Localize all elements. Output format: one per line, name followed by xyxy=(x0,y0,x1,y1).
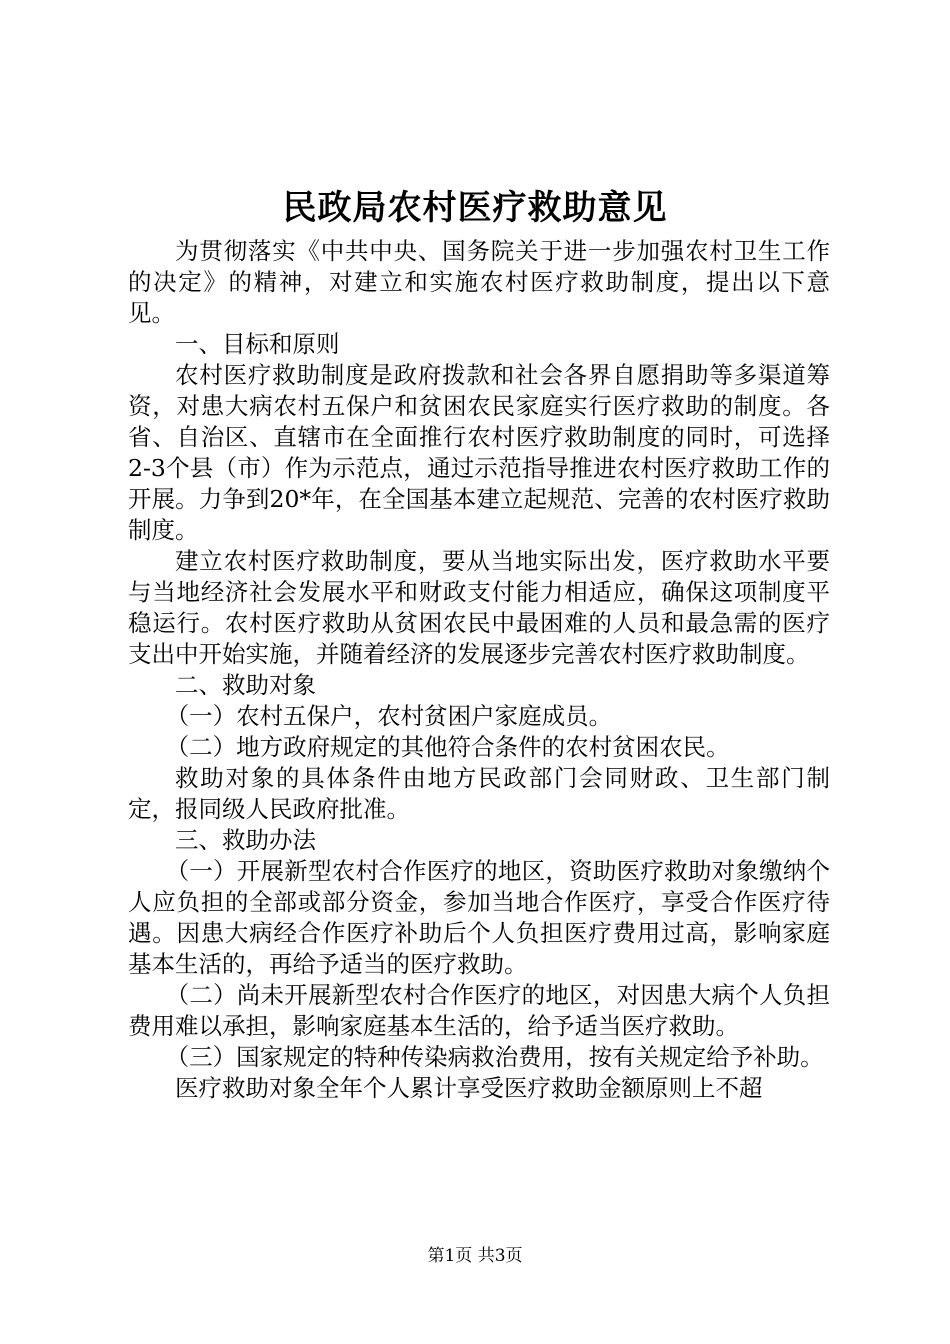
paragraph-limit: 医疗救助对象全年个人累计享受医疗救助金额原则上不超 xyxy=(175,1074,763,1102)
list-item-target-1: （一）农村五保户，农村贫困户家庭成员。 xyxy=(165,702,613,730)
list-item-method-3: （三）国家规定的特种传染病救治费用，按有关规定给予补助。 xyxy=(165,1043,824,1071)
page-footer: 第1页 共3页 xyxy=(427,1246,523,1266)
section-heading-methods: 三、救助办法 xyxy=(175,826,316,854)
section-heading-goals: 一、目标和原则 xyxy=(175,330,340,358)
list-item-method-2: （二）尚未开展新型农村合作医疗的地区，对因患大病个人负担费用难以承担，影响家庭基本生活的，给予适当医疗救助。 xyxy=(128,981,830,1040)
paragraph-goals-2: 建立农村医疗救助制度，要从当地实际出发，医疗救助水平要与当地经济社会发展水平和财政支付能力相适应，确保这项制度平稳运行。农村医疗救助从贫困农民中最困难的人员和最急需的医疗支出中开始实施，并随着经济的发展逐步完善农村医疗救助制度。 xyxy=(128,547,830,668)
paragraph-goals-1: 农村医疗救助制度是政府拨款和社会各界自愿捐助等多渠道筹资，对患大病农村五保户和贫困农民家庭实行医疗救助的制度。各省、自治区、直辖市在全面推行农村医疗救助制度的同时，可选择2-3个县（市）作为示范点，通过示范指导推进农村医疗救助工作的开展。力争到20*年，在全国基本建立起规范、完善的农村医疗救助制度。 xyxy=(128,361,830,544)
document-body xyxy=(128,236,830,1104)
paragraph-intro: 为贯彻落实《中共中央、国务院关于进一步加强农村卫生工作的决定》的精神，对建立和实施农村医疗救助制度，提出以下意见。 xyxy=(128,237,830,327)
list-item-method-1: （一）开展新型农村合作医疗的地区，资助医疗救助对象缴纳个人应负担的全部或部分资金，参加当地合作医疗，享受合作医疗待遇。因患大病经合作医疗补助后个人负担医疗费用过高，影响家庭基本生活的，再给予适当的医疗救助。 xyxy=(128,857,830,978)
list-item-target-2: （二）地方政府规定的其他符合条件的农村贫困农民。 xyxy=(165,733,730,761)
document-title: 民政局农村医疗救助意见 xyxy=(282,188,668,228)
section-heading-targets: 二、救助对象 xyxy=(175,671,316,699)
paragraph-targets-conditions: 救助对象的具体条件由地方民政部门会同财政、卫生部门制定，报同级人民政府批准。 xyxy=(128,764,830,823)
